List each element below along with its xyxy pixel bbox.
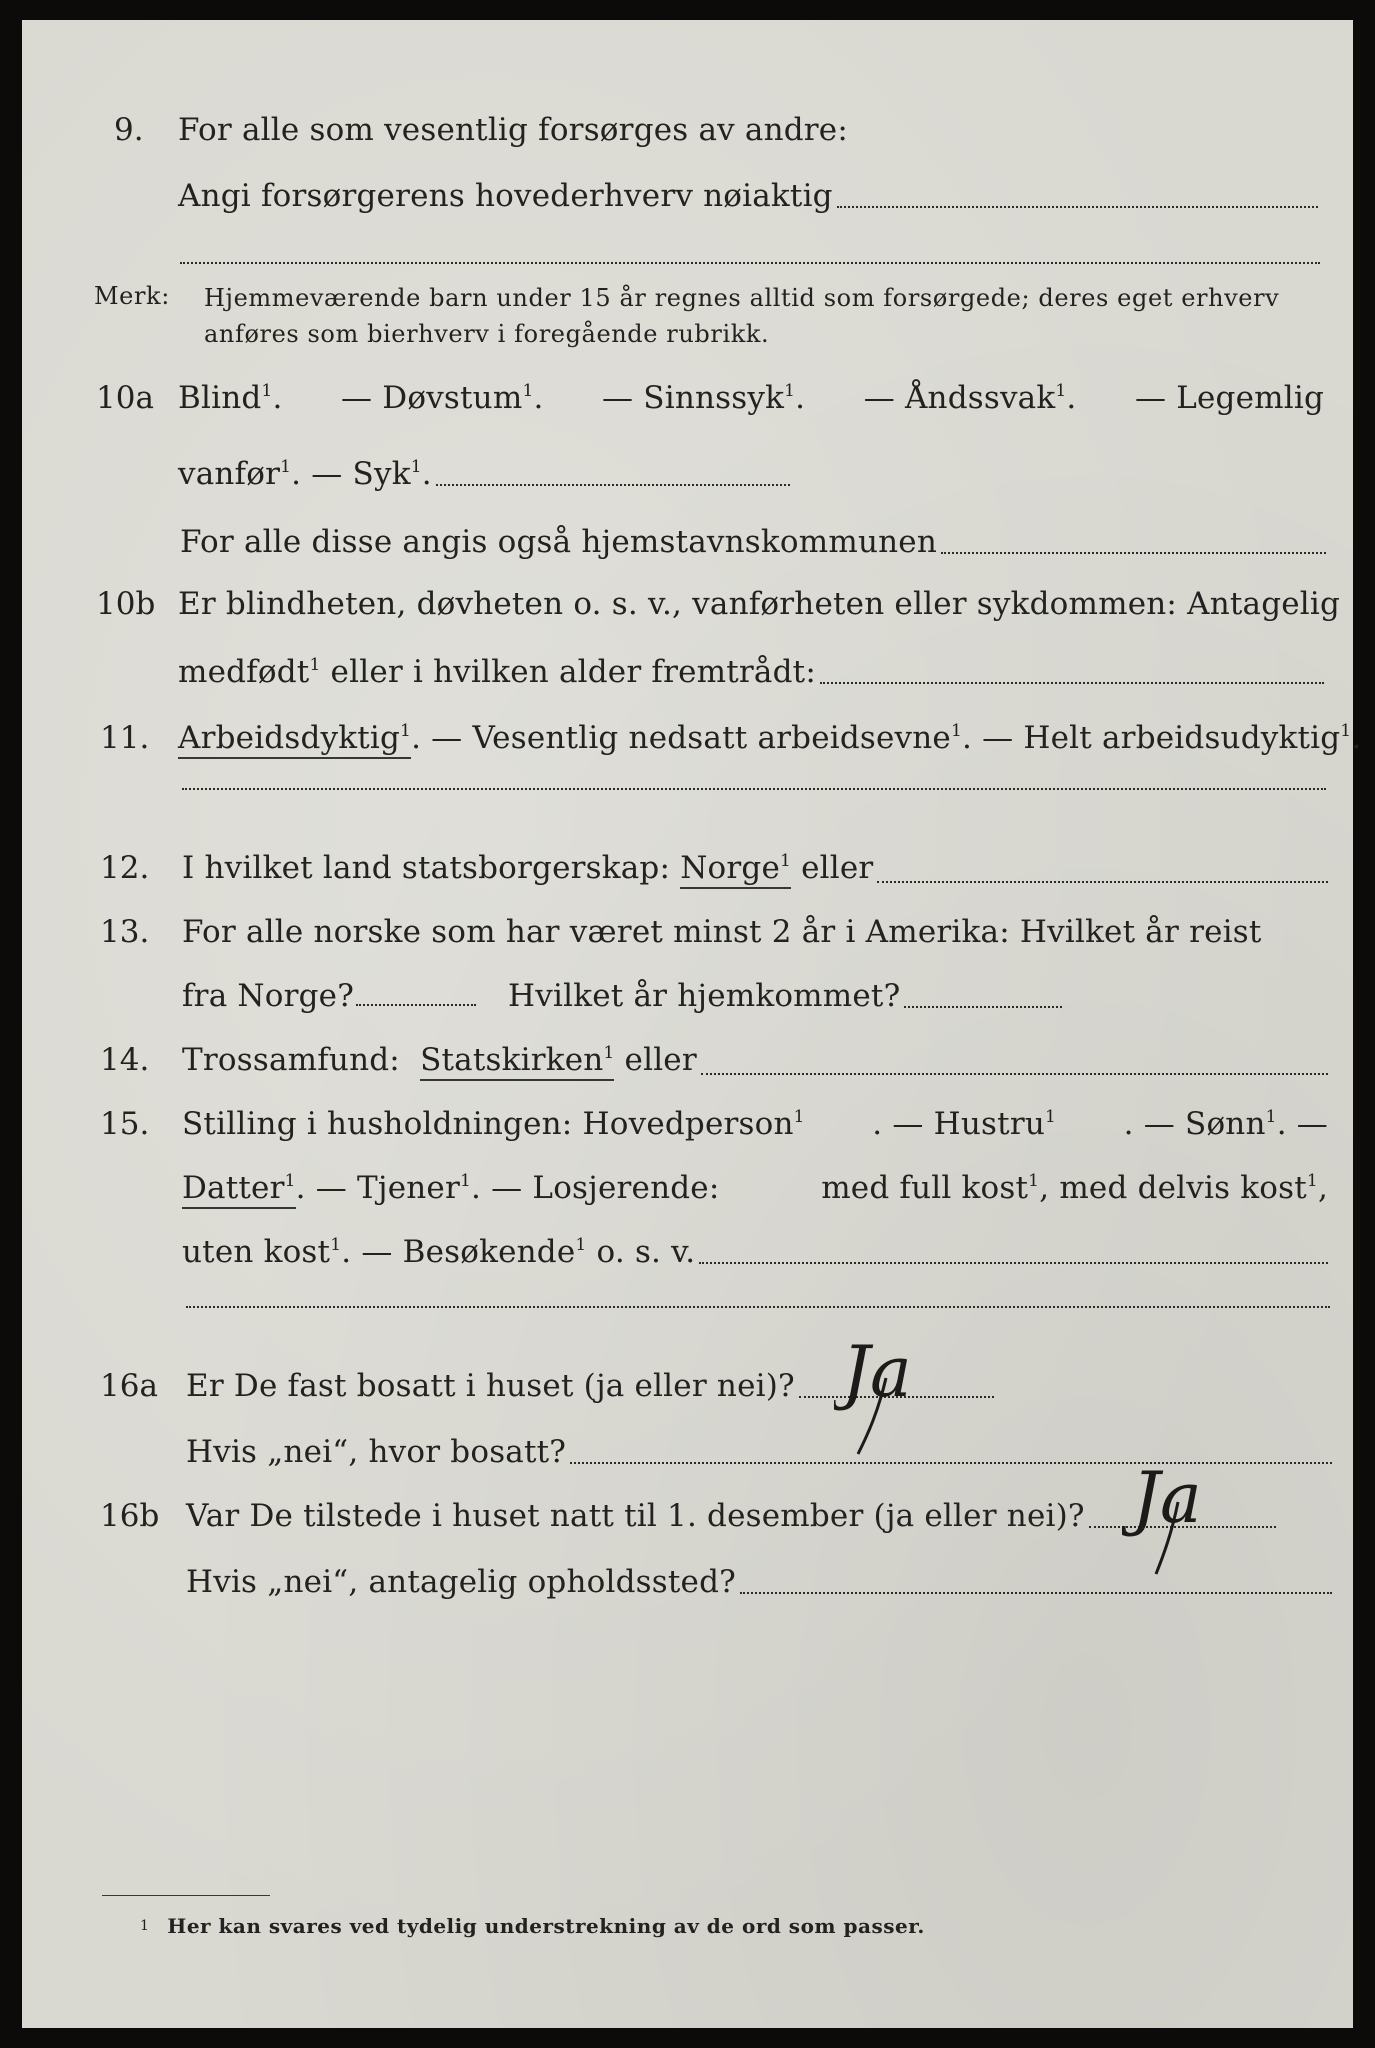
q9-line2 bbox=[178, 178, 1318, 214]
q13-text: For alle norske som har været minst 2 år i Amerika: Hvilket år reist bbox=[182, 914, 1262, 950]
q15-utenkost: uten kost$^1$ bbox=[182, 1234, 342, 1270]
q16a-hvis-nei: Hvis „nei“, hvor bosatt? bbox=[186, 1434, 567, 1470]
q9-answer-line bbox=[837, 205, 1318, 208]
q15-besokende: . — Besøkende$^1$ bbox=[341, 1234, 587, 1270]
merk-text-1: Hjemmeværende barn under 15 år regnes alltid som forsørgede; deres eget erhverv bbox=[204, 284, 1280, 312]
q13-reist: fra Norge? bbox=[182, 978, 355, 1014]
q12-norge-underlined: Norge$^1$ bbox=[680, 850, 791, 889]
q15-kost: med full kost$^1$, med delvis kost$^1$, bbox=[821, 1170, 1328, 1206]
q13-line1 bbox=[182, 914, 1328, 950]
q15-datter: Datter$^1$. — Tjener$^1$. — Losjerende: bbox=[182, 1170, 720, 1206]
q10a-answer-line bbox=[436, 483, 790, 486]
q14-label: Trossamfund: bbox=[182, 1042, 400, 1078]
footnote-mark: 1 bbox=[140, 1917, 150, 1934]
q10b-line2 bbox=[178, 654, 1324, 690]
q10b-medfodt: medfødt$^1$ bbox=[178, 654, 321, 690]
merk-text-2: anføres som bierhverv i foregående rubrikk. bbox=[204, 320, 770, 348]
q15-osv: o. s. v. bbox=[596, 1234, 696, 1270]
q14-eller: eller bbox=[624, 1042, 697, 1078]
q16a-number: 16a bbox=[100, 1368, 158, 1404]
q11-answer-line bbox=[182, 788, 1326, 790]
q10a-vanfor: vanfør$^1$. bbox=[178, 456, 302, 492]
q15-datter-underlined: Datter$^1$ bbox=[182, 1170, 296, 1209]
q11-nedsatt: . — Vesentlig nedsatt arbeidsevne$^1$ bbox=[411, 720, 963, 756]
q12-answer-line bbox=[877, 880, 1328, 883]
q10a-sinnssyk: — Sinnssyk$^1$. bbox=[602, 380, 806, 416]
q11-number: 11. bbox=[100, 720, 150, 756]
q10a-hjemstavn-answer-line bbox=[941, 551, 1326, 554]
q11-udyktig: . — Helt arbeidsudyktig$^1$. bbox=[962, 720, 1362, 756]
q12-number: 12. bbox=[100, 850, 150, 886]
q14-number: 14. bbox=[100, 1042, 150, 1078]
census-form-page bbox=[22, 20, 1362, 2028]
q16b-line1 bbox=[186, 1498, 1276, 1534]
q10a-hjemstavn: For alle disse angis også hjemstavnskommunen bbox=[180, 524, 937, 560]
q10a-andssvak: — Åndssvak$^1$. bbox=[863, 380, 1077, 416]
merk-label-text: Merk: bbox=[94, 282, 170, 310]
q16b-answer-glyphs: Ja bbox=[1132, 1457, 1202, 1539]
q10a-syk: — Syk$^1$. bbox=[311, 456, 432, 492]
q11-arbeidsdyktig-underlined: Arbeidsdyktig$^1$ bbox=[178, 720, 411, 759]
q13-number: 13. bbox=[100, 914, 150, 950]
q9-number: 9. bbox=[114, 112, 144, 148]
q9-occupation-label: Angi forsørgerens hovederhverv nøiaktig bbox=[178, 178, 833, 214]
footnote-rule bbox=[102, 1895, 270, 1896]
q9-extra-answer-line bbox=[180, 262, 1320, 264]
q15-answer-line bbox=[699, 1261, 1328, 1264]
q15-line1 bbox=[182, 1106, 1328, 1142]
q10b-number: 10b bbox=[96, 586, 156, 622]
q15-hovedperson: Stilling i husholdningen: Hovedperson$^1$ bbox=[182, 1106, 805, 1142]
q14-statskirken-underlined: Statskirken$^1$ bbox=[420, 1042, 614, 1081]
q10a-line1 bbox=[178, 380, 1324, 416]
q10a-dovstum: — Døvstum$^1$. bbox=[341, 380, 544, 416]
q15-number: 15. bbox=[100, 1106, 150, 1142]
q14-answer-line bbox=[701, 1072, 1328, 1075]
q9-text: For alle som vesentlig forsørges av andre: bbox=[178, 112, 848, 148]
q15-line2 bbox=[182, 1170, 1328, 1206]
footnote-text: Her kan svares ved tydelig understrekning av de ord som passer. bbox=[167, 1914, 925, 1938]
q10b-line1 bbox=[178, 586, 1341, 622]
q10b-alder: eller i hvilken alder fremtrådt: bbox=[330, 654, 816, 690]
q16b-opholdssted-answer-line bbox=[740, 1591, 1332, 1594]
merk-label bbox=[94, 282, 170, 310]
q13-reist-answer-line bbox=[356, 1004, 476, 1006]
q10b-answer-line bbox=[820, 681, 1324, 684]
q10a-line2 bbox=[178, 456, 790, 492]
q14-line1 bbox=[182, 1042, 1328, 1081]
q12-text: I hvilket land statsborgerskap: bbox=[182, 850, 671, 886]
q12-eller: eller bbox=[801, 850, 874, 886]
q12-line1 bbox=[182, 850, 1328, 889]
footnote bbox=[140, 1914, 925, 1938]
q15-extra-answer-line bbox=[186, 1306, 1330, 1308]
q11-line1 bbox=[178, 720, 1362, 759]
q16a-text: Er De fast bosatt i huset (ja eller nei)? bbox=[186, 1368, 795, 1404]
q13-line2 bbox=[182, 978, 1062, 1014]
q15-line3 bbox=[182, 1234, 1328, 1270]
q10a-legemlig: — Legemlig bbox=[1134, 380, 1324, 416]
q16b-number: 16b bbox=[100, 1498, 160, 1534]
q16b-hvis-nei: Hvis „nei“, antagelig opholdssted? bbox=[186, 1564, 736, 1600]
q10a-line3 bbox=[180, 524, 1326, 560]
q15-sonn: . — Sønn$^1$. — bbox=[1123, 1106, 1328, 1142]
q10a-number: 10a bbox=[96, 380, 154, 416]
q13-hjemkommet-answer-line bbox=[904, 1005, 1062, 1008]
q13-hjemkommet: Hvilket år hjemkommet? bbox=[508, 978, 901, 1014]
q16a-answer-glyphs: Ja bbox=[842, 1331, 912, 1413]
q10a-blind: Blind$^1$. bbox=[178, 380, 283, 416]
q15-hustru: . — Hustru$^1$ bbox=[872, 1106, 1057, 1142]
q9-line1 bbox=[178, 112, 848, 148]
q16b-text: Var De tilstede i huset natt til 1. desember (ja eller nei)? bbox=[186, 1498, 1085, 1534]
q16b-line2 bbox=[186, 1564, 1332, 1600]
merk-line2 bbox=[204, 320, 769, 348]
q10b-text: Er blindheten, døvheten o. s. v., vanførheten eller sykdommen: Antagelig bbox=[178, 586, 1341, 622]
merk-line1 bbox=[204, 284, 1322, 312]
